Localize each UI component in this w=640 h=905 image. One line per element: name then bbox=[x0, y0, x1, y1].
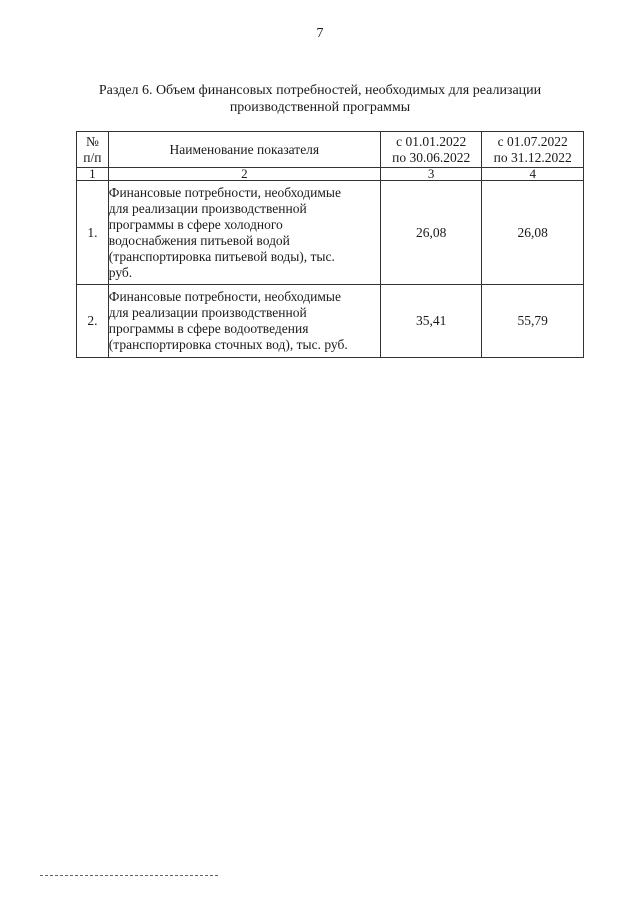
value-period-2: 55,79 bbox=[482, 285, 584, 358]
header-period-1-line-1: с 01.01.2022 bbox=[396, 133, 467, 149]
indicator-name-line: для реализации производственной bbox=[108, 200, 307, 216]
indicator-name-line: (транспортировка питьевой воды), тыс. bbox=[108, 248, 335, 264]
indicator-name bbox=[108, 285, 380, 358]
table-header-row bbox=[77, 132, 584, 168]
header-period-1 bbox=[380, 132, 482, 168]
section-title bbox=[60, 82, 580, 116]
indicator-name-line: Финансовые потребности, необходимые bbox=[108, 289, 341, 304]
footer-divider bbox=[40, 875, 218, 876]
header-period-2 bbox=[482, 132, 584, 168]
indicator-name-line: (транспортировка сточных вод), тыс. руб. bbox=[108, 337, 348, 352]
section-title-line-2: производственной программы bbox=[229, 100, 411, 115]
header-num-line-1: № bbox=[85, 133, 99, 149]
header-name: Наименование показателя bbox=[108, 132, 380, 168]
header-period-2-line-2: по 31.12.2022 bbox=[493, 149, 572, 165]
indicator-name-line: для реализации производственной bbox=[108, 305, 307, 320]
column-index: 3 bbox=[380, 168, 482, 181]
financial-needs-table bbox=[76, 131, 584, 358]
indicator-name-line: руб. bbox=[108, 264, 133, 280]
table-row bbox=[77, 181, 584, 285]
table-row bbox=[77, 285, 584, 358]
header-period-1-line-2: по 30.06.2022 bbox=[392, 149, 471, 165]
column-index-row bbox=[77, 168, 584, 181]
indicator-name-line: программы в сфере водоотведения bbox=[108, 321, 309, 336]
column-index: 4 bbox=[482, 168, 584, 181]
page-number: 7 bbox=[316, 26, 324, 41]
header-num bbox=[77, 132, 109, 168]
header-num-line-2: п/п bbox=[83, 149, 102, 165]
indicator-name bbox=[108, 181, 380, 285]
header-period-2-line-1: с 01.07.2022 bbox=[497, 133, 568, 149]
section-title-line-1: Раздел 6. Объем финансовых потребностей, необходимых для реализации bbox=[98, 83, 542, 98]
indicator-name-line: программы в сфере холодного bbox=[108, 216, 283, 232]
row-number: 2. bbox=[77, 285, 109, 358]
value-period-1: 26,08 bbox=[380, 181, 482, 285]
value-period-1: 35,41 bbox=[380, 285, 482, 358]
row-number: 1. bbox=[77, 181, 109, 285]
indicator-name-line: Финансовые потребности, необходимые bbox=[108, 184, 341, 200]
column-index: 1 bbox=[77, 168, 109, 181]
column-index: 2 bbox=[108, 168, 380, 181]
value-period-2: 26,08 bbox=[482, 181, 584, 285]
indicator-name-line: водоснабжения питьевой водой bbox=[108, 232, 290, 248]
